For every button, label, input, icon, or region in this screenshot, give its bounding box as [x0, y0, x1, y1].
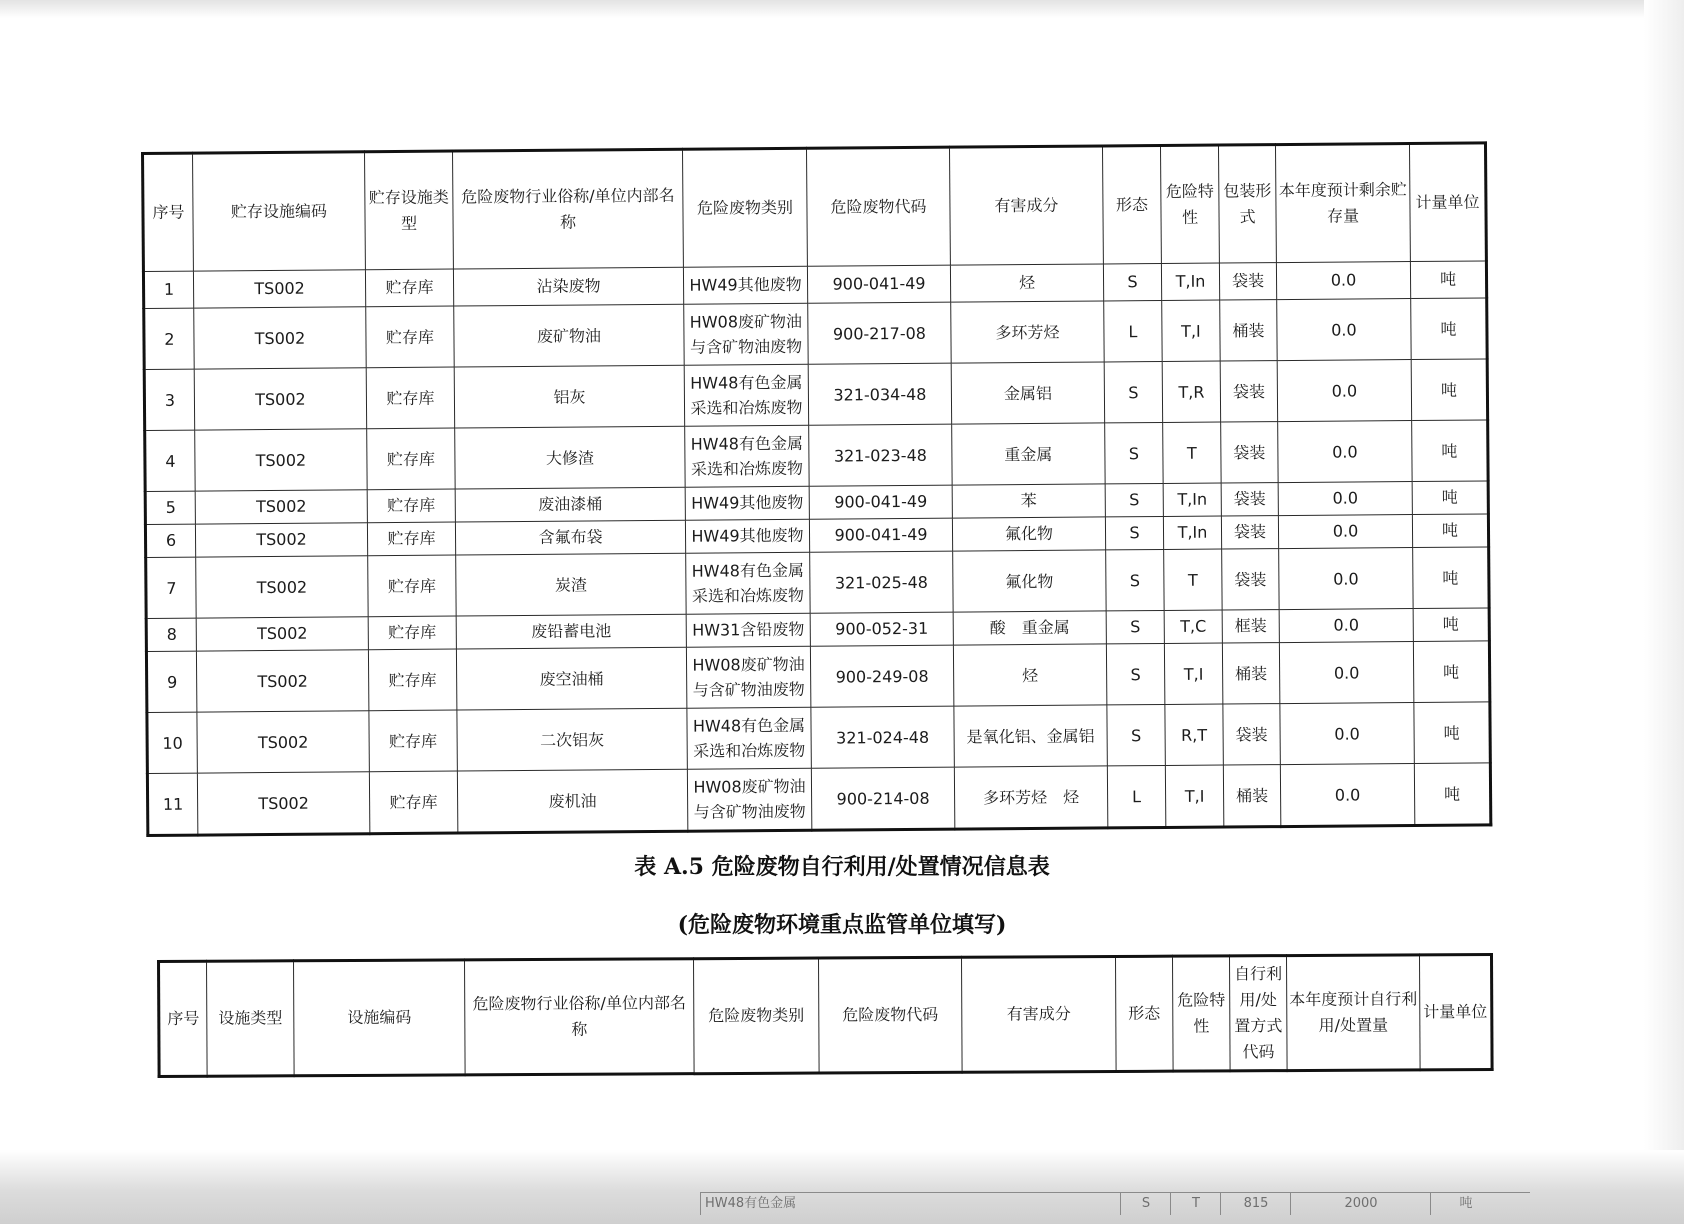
table-row [144, 359, 1487, 431]
bleed-unit: 吨 [1430, 1193, 1501, 1215]
row-waste-code: 900-052-31 [810, 612, 953, 646]
row-packaging: 桶装 [1222, 643, 1279, 704]
table-row [144, 298, 1487, 370]
row-waste-code: 900-249-08 [810, 645, 953, 707]
header-unit: 计量单位 [1419, 955, 1492, 1070]
row-waste-category: HW08废矿物油与含矿物油废物 [686, 646, 810, 708]
row-facility-type: 贮存库 [368, 555, 456, 617]
row-unit: 吨 [1414, 763, 1490, 826]
row-remaining-storage: 0.0 [1278, 515, 1412, 549]
row-waste-category: HW48有色金属采选和冶炼废物 [687, 707, 811, 769]
row-hazard-property: T,In [1163, 483, 1221, 516]
row-hazard-property: T,I [1162, 300, 1220, 361]
row-remaining-storage: 0.0 [1279, 642, 1413, 704]
row-facility-type: 贮存库 [365, 269, 453, 307]
row-hazardous-component: 是氧化铝、金属铝 [954, 705, 1107, 767]
row-facility-code: TS002 [196, 650, 368, 712]
row-facility-code: TS002 [197, 711, 369, 773]
header-facility-type: 设施类型 [207, 961, 295, 1076]
header-packaging: 包装形式 [1218, 145, 1276, 263]
table-row [147, 702, 1490, 774]
table-row [146, 547, 1489, 619]
header-form: 形态 [1102, 145, 1161, 263]
row-form: S [1105, 422, 1163, 483]
header-hazard-property: 危险特性 [1160, 145, 1219, 263]
row-hazard-property: T,In [1163, 516, 1221, 549]
row-hazard-property: T,I [1165, 765, 1223, 827]
row-remaining-storage: 0.0 [1279, 609, 1413, 643]
row-packaging: 袋装 [1221, 422, 1278, 483]
row-hazard-property: T,R [1162, 361, 1220, 422]
bleed-form: S [1120, 1193, 1171, 1215]
row-waste-category: HW48有色金属采选和冶炼废物 [685, 425, 809, 487]
header-waste-code: 危险废物代码 [818, 957, 962, 1073]
row-unit: 吨 [1410, 261, 1486, 299]
row-facility-code: TS002 [195, 523, 367, 557]
row-seq: 10 [147, 712, 197, 773]
row-seq: 11 [147, 773, 197, 835]
row-packaging: 袋装 [1221, 483, 1278, 516]
row-waste-category: HW48有色金属采选和冶炼废物 [684, 364, 808, 426]
row-waste-name: 炭渣 [456, 553, 686, 616]
row-facility-type: 贮存库 [366, 367, 454, 429]
row-form: S [1106, 610, 1164, 643]
row-waste-name: 二次铝灰 [457, 708, 687, 771]
row-hazard-property: T [1164, 549, 1222, 610]
row-facility-type: 贮存库 [366, 306, 454, 368]
row-remaining-storage: 0.0 [1278, 421, 1412, 483]
row-waste-name: 沾染废物 [453, 267, 683, 306]
row-waste-name: 废铅蓄电池 [456, 614, 686, 649]
row-waste-code: 900-041-49 [809, 518, 952, 552]
row-facility-code: TS002 [193, 270, 365, 308]
table-row [146, 641, 1489, 713]
row-unit: 吨 [1412, 481, 1488, 515]
row-waste-code: 900-041-49 [807, 265, 950, 303]
row-waste-code: 321-025-48 [810, 551, 953, 613]
row-waste-name: 废矿物油 [454, 304, 684, 367]
row-waste-category: HW08废矿物油与含矿物油废物 [687, 768, 811, 831]
row-remaining-storage: 0.0 [1280, 703, 1414, 765]
row-packaging: 桶装 [1223, 765, 1280, 827]
row-seq: 4 [145, 430, 195, 491]
row-facility-type: 贮存库 [367, 428, 455, 490]
row-remaining-storage: 0.0 [1277, 299, 1411, 361]
section-subtitle: (危险废物环境重点监管单位填写) [677, 912, 1007, 938]
row-waste-name: 铝灰 [454, 365, 684, 428]
row-packaging: 袋装 [1220, 361, 1277, 422]
row-facility-code: TS002 [194, 368, 366, 430]
row-hazardous-component: 氟化物 [952, 517, 1105, 551]
row-seq: 7 [146, 557, 196, 618]
row-hazardous-component: 氟化物 [953, 550, 1106, 612]
row-waste-category: HW49其他废物 [683, 266, 807, 304]
row-facility-type: 贮存库 [367, 489, 455, 523]
row-hazardous-component: 酸 重金属 [953, 611, 1106, 645]
header-waste-name: 危险废物行业俗称/单位内部名称 [453, 149, 684, 269]
row-form: L [1104, 300, 1162, 361]
row-form: S [1105, 483, 1163, 516]
row-facility-type: 贮存库 [369, 771, 457, 834]
row-unit: 吨 [1413, 547, 1489, 609]
row-waste-code: 321-034-48 [808, 363, 951, 425]
row-waste-name: 废空油桶 [456, 647, 686, 710]
row-hazard-property: T,In [1161, 263, 1219, 300]
header-facility-type: 贮存设施类型 [365, 151, 454, 270]
row-hazard-property: T [1163, 422, 1221, 483]
row-hazardous-component: 多环芳烃 烃 [954, 766, 1107, 829]
header-planned-disposal-amount: 本年度预计自行利用/处置量 [1286, 955, 1420, 1071]
row-form: S [1107, 704, 1165, 765]
row-hazard-property: T,I [1164, 643, 1222, 704]
storage-table-body [143, 261, 1490, 836]
row-seq: 1 [143, 271, 193, 308]
bleed-amount: 2000 [1290, 1193, 1431, 1215]
scan-edge-top [0, 0, 1684, 18]
row-unit: 吨 [1411, 359, 1487, 421]
row-facility-type: 贮存库 [368, 616, 456, 650]
row-seq: 5 [145, 491, 195, 524]
row-facility-code: TS002 [195, 490, 367, 524]
row-remaining-storage: 0.0 [1280, 764, 1414, 827]
row-unit: 吨 [1413, 608, 1489, 642]
row-waste-code: 321-023-48 [809, 424, 952, 486]
section-title: 表 A.5 危险废物自行利用/处置情况信息表 [634, 854, 1050, 880]
row-waste-code: 900-041-49 [809, 485, 952, 519]
row-hazardous-component: 烃 [950, 264, 1103, 302]
bleed-category: HW48有色金属 [700, 1193, 905, 1215]
header-disposal-method-code: 自行利用/处置方式代码 [1229, 956, 1287, 1071]
row-seq: 2 [144, 308, 194, 369]
row-waste-name: 大修渣 [455, 426, 685, 489]
row-hazardous-component: 重金属 [952, 423, 1105, 485]
row-waste-code: 321-024-48 [811, 706, 954, 768]
row-form: S [1106, 643, 1164, 704]
row-form: S [1104, 361, 1162, 422]
disposal-table [157, 953, 1494, 1078]
row-remaining-storage: 0.0 [1279, 548, 1413, 610]
row-hazardous-component: 苯 [952, 484, 1105, 518]
row-packaging: 袋装 [1219, 263, 1276, 300]
row-facility-code: TS002 [196, 617, 368, 651]
row-remaining-storage: 0.0 [1276, 262, 1410, 300]
row-waste-category: HW08废矿物油与含矿物油废物 [684, 303, 808, 365]
row-hazard-property: T,C [1164, 610, 1222, 643]
row-seq: 8 [146, 618, 196, 651]
row-waste-name: 含氟布袋 [455, 520, 685, 555]
row-facility-code: TS002 [195, 429, 367, 491]
header-seq: 序号 [159, 961, 208, 1076]
header-waste-name: 危险废物行业俗称/单位内部名称 [465, 959, 695, 1075]
row-waste-code: 900-214-08 [811, 767, 954, 830]
header-form: 形态 [1115, 956, 1173, 1071]
row-facility-type: 贮存库 [369, 710, 457, 772]
row-unit: 吨 [1414, 702, 1490, 764]
table-row [145, 420, 1488, 492]
row-unit: 吨 [1412, 420, 1488, 482]
header-hazard-property: 危险特性 [1172, 956, 1230, 1071]
header-facility-code: 贮存设施编码 [193, 152, 366, 271]
row-facility-code: TS002 [197, 772, 369, 835]
header-waste-code: 危险废物代码 [806, 147, 950, 266]
row-seq: 3 [144, 369, 194, 430]
storage-table [141, 141, 1492, 837]
row-hazardous-component: 金属铝 [951, 362, 1104, 424]
bleed-method: 815 [1220, 1193, 1291, 1215]
row-waste-category: HW31含铅废物 [686, 613, 810, 647]
row-waste-category: HW48有色金属采选和冶炼废物 [686, 552, 810, 614]
row-remaining-storage: 0.0 [1278, 482, 1412, 516]
row-packaging: 桶装 [1220, 300, 1277, 361]
header-hazardous-component: 有害成分 [961, 956, 1116, 1072]
row-waste-name: 废油漆桶 [455, 487, 685, 522]
row-hazardous-component: 烃 [953, 644, 1106, 706]
header-waste-category: 危险废物类别 [682, 148, 807, 267]
row-form: S [1106, 549, 1164, 610]
row-remaining-storage: 0.0 [1277, 360, 1411, 422]
row-waste-code: 900-217-08 [808, 302, 951, 364]
row-unit: 吨 [1413, 641, 1489, 703]
row-facility-type: 贮存库 [368, 649, 456, 711]
row-form: L [1107, 765, 1165, 827]
bleed-hazard: T [1170, 1193, 1221, 1215]
header-seq: 序号 [143, 153, 194, 271]
row-waste-category: HW49其他废物 [685, 519, 809, 553]
header-facility-code: 设施编码 [294, 960, 466, 1076]
row-form: S [1105, 516, 1163, 549]
row-packaging: 袋装 [1222, 549, 1279, 610]
header-remaining-storage: 本年度预计剩余贮存量 [1275, 144, 1410, 263]
disposal-header-row [159, 955, 1493, 1077]
row-packaging: 袋装 [1223, 704, 1280, 765]
header-unit: 计量单位 [1409, 143, 1486, 262]
row-hazardous-component: 多环芳烃 [951, 301, 1104, 363]
row-form: S [1103, 263, 1161, 300]
row-facility-type: 贮存库 [367, 522, 455, 556]
row-seq: 6 [145, 524, 195, 557]
row-packaging: 袋装 [1221, 516, 1278, 549]
scan-edge-right [1644, 0, 1684, 1224]
storage-header-row [143, 143, 1487, 272]
row-hazard-property: R,T [1165, 704, 1223, 765]
row-waste-name: 废机油 [457, 769, 687, 833]
header-waste-category: 危险废物类别 [694, 958, 820, 1074]
row-facility-code: TS002 [194, 307, 366, 369]
row-unit: 吨 [1411, 298, 1487, 360]
table-row [147, 763, 1490, 836]
row-seq: 9 [146, 651, 196, 712]
row-waste-category: HW49其他废物 [685, 486, 809, 520]
row-unit: 吨 [1412, 514, 1488, 548]
header-hazardous-component: 有害成分 [949, 146, 1103, 265]
bleed-through-row [700, 1192, 1530, 1215]
row-packaging: 框装 [1222, 610, 1279, 643]
row-facility-code: TS002 [196, 556, 368, 618]
